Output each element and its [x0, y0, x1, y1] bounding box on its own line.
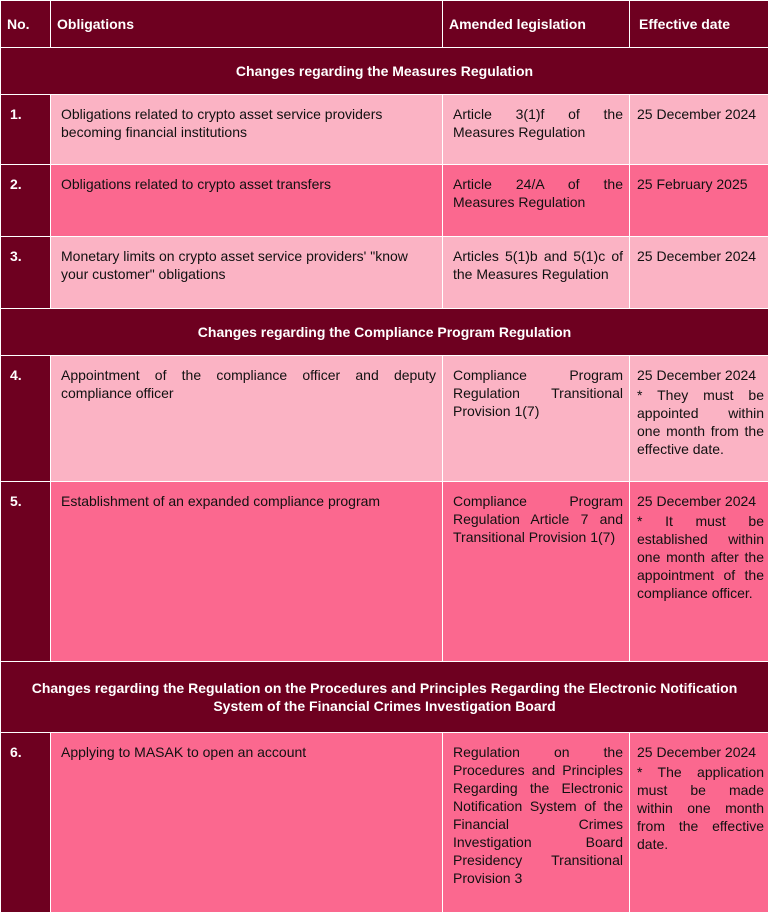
table-row: [1, 482, 768, 662]
row-effective-date: [630, 356, 768, 482]
table-row: [1, 237, 768, 309]
row-number: 2.: [1, 165, 51, 237]
row-effective-date: [630, 733, 768, 913]
row-number: 5.: [1, 482, 51, 662]
date-text: 25 December 2024: [637, 248, 756, 264]
row-obligation: Applying to MASAK to open an account: [51, 733, 443, 913]
date-text: 25 February 2025: [637, 176, 748, 192]
section-title: Changes regarding the Regulation on the Procedures and Principles Regarding the Electronic Notification System of the Financial Crimes Investigation Board: [1, 662, 768, 733]
row-effective-date: [630, 95, 768, 165]
date-text: 25 December 2024: [637, 367, 756, 383]
row-legislation: Article 24/A of the Measures Regulation: [443, 165, 630, 237]
row-legislation: Articles 5(1)b and 5(1)c of the Measures Regulation: [443, 237, 630, 309]
header-effective-date: Effective date: [630, 1, 768, 48]
date-text: 25 December 2024: [637, 744, 756, 760]
row-obligation: Appointment of the compliance officer and deputy compliance officer: [51, 356, 443, 482]
table-row: [1, 95, 768, 165]
row-number: 3.: [1, 237, 51, 309]
row-legislation: Compliance Program Regulation Transitional Provision 1(7): [443, 356, 630, 482]
date-text: 25 December 2024: [637, 493, 756, 509]
row-obligation: Obligations related to crypto asset service providers becoming financial institutions: [51, 95, 443, 165]
section-title: Changes regarding the Measures Regulation: [1, 48, 768, 95]
header-obligations: Obligations: [51, 1, 443, 48]
row-obligation: Monetary limits on crypto asset service providers' "know your customer" obligations: [51, 237, 443, 309]
row-legislation: Compliance Program Regulation Article 7 and Transitional Provision 1(7): [443, 482, 630, 662]
row-effective-date: [630, 165, 768, 237]
header-legislation: Amended legislation: [443, 1, 630, 48]
section-row: [1, 662, 768, 733]
section-row: [1, 48, 768, 95]
row-effective-date: [630, 482, 768, 662]
row-effective-date: [630, 237, 768, 309]
row-number: 1.: [1, 95, 51, 165]
table-row: [1, 733, 768, 913]
section-row: [1, 309, 768, 356]
table-header-row: [1, 1, 768, 48]
date-note: * It must be established within one month after the appointment of the compliance officer.: [637, 512, 764, 602]
row-legislation: Regulation on the Procedures and Principles Regarding the Electronic Notification System of the Financial Crimes Investigation Board Presidency Transitional Provision 3: [443, 733, 630, 913]
header-no: No.: [1, 1, 51, 48]
row-obligation: Obligations related to crypto asset transfers: [51, 165, 443, 237]
section-title: Changes regarding the Compliance Program Regulation: [1, 309, 768, 356]
row-number: 6.: [1, 733, 51, 913]
row-number: 4.: [1, 356, 51, 482]
date-note: * They must be appointed within one month from the effective date.: [637, 386, 764, 458]
table-row: [1, 356, 768, 482]
row-legislation: Article 3(1)f of the Measures Regulation: [443, 95, 630, 165]
row-obligation: Establishment of an expanded compliance program: [51, 482, 443, 662]
date-text: 25 December 2024: [637, 106, 756, 122]
date-note: * The application must be made within one month from the effective date.: [637, 763, 764, 853]
table-row: [1, 165, 768, 237]
